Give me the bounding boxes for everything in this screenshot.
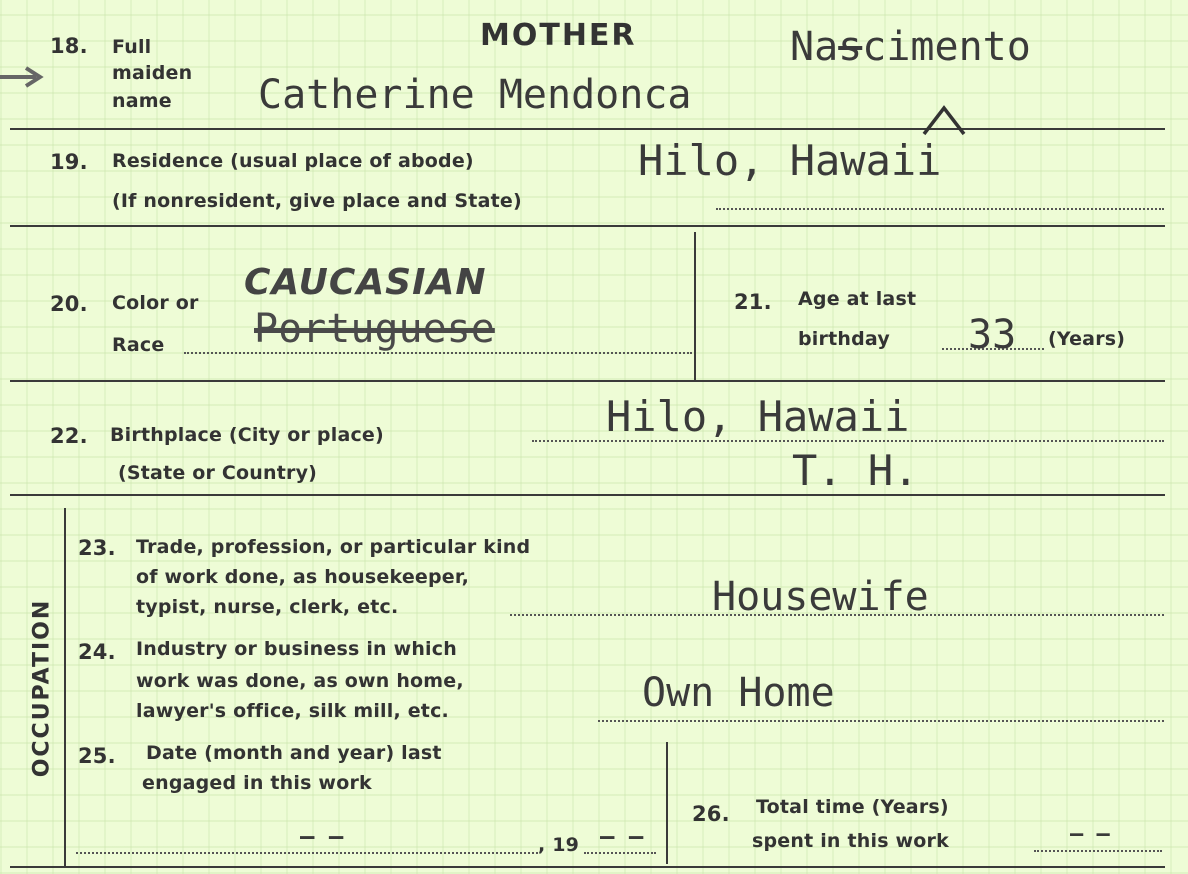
field-21-value: 33 bbox=[968, 312, 1017, 358]
field-26-dotted-line bbox=[1034, 850, 1162, 852]
field-18-label-full: Full bbox=[112, 36, 152, 58]
rule-after-birthplace bbox=[10, 494, 1165, 496]
field-19-label-residence: Residence (usual place of abode) bbox=[112, 150, 474, 172]
field-19-value: Hilo, Hawaii bbox=[638, 136, 942, 185]
field-21-label-birthday: birthday bbox=[798, 328, 890, 350]
field-18-number: 18. bbox=[50, 34, 88, 58]
occupation-heading: OCCUPATION bbox=[29, 598, 55, 778]
field-24-label-line1: Industry or business in which bbox=[136, 638, 457, 660]
field-21-number: 21. bbox=[734, 290, 772, 314]
field-23-label-line3: typist, nurse, clerk, etc. bbox=[136, 596, 399, 618]
arrow-pointer-icon bbox=[0, 62, 50, 92]
caret-insert-mark bbox=[920, 104, 970, 136]
field-26-label-line2: spent in this work bbox=[752, 830, 949, 852]
field-25-value-month: — — bbox=[300, 822, 344, 850]
field-18-label-maiden: maiden bbox=[112, 62, 193, 84]
rule-bottom bbox=[10, 866, 1165, 868]
field-18-correction bbox=[790, 24, 1031, 70]
field-22-value-city: Hilo, Hawaii bbox=[606, 392, 910, 441]
field-22-label-state: (State or Country) bbox=[118, 462, 318, 484]
field-18-value: Catherine Mendonca bbox=[258, 72, 692, 118]
occupation-bracket bbox=[64, 508, 66, 866]
field-24-value: Own Home bbox=[642, 670, 835, 716]
field-20-struck-value: Portuguese bbox=[254, 306, 495, 352]
field-21-label-age: Age at last bbox=[798, 288, 917, 310]
field-21-unit: (Years) bbox=[1048, 328, 1126, 350]
field-24-label-line3: lawyer's office, silk mill, etc. bbox=[136, 700, 449, 722]
field-18-label-name: name bbox=[112, 90, 172, 112]
field-20-number: 20. bbox=[50, 292, 88, 316]
field-23-label-line2: of work done, as housekeeper, bbox=[136, 566, 470, 588]
field-19-dotted-line bbox=[716, 208, 1164, 210]
correction-suffix: cimento bbox=[862, 24, 1031, 70]
field-24-dotted-line bbox=[598, 720, 1164, 722]
field-25-value-year: — — bbox=[600, 822, 644, 850]
section-title: MOTHER bbox=[480, 18, 637, 53]
field-23-label-line1: Trade, profession, or particular kind bbox=[136, 536, 531, 558]
field-22-label-birthplace: Birthplace (City or place) bbox=[110, 424, 384, 446]
rule-after-name bbox=[10, 128, 1165, 130]
field-26-label-line1: Total time (Years) bbox=[756, 796, 949, 818]
divider-color-age bbox=[694, 232, 696, 380]
field-25-year-dotted-line bbox=[584, 852, 656, 854]
rule-after-residence bbox=[10, 225, 1165, 227]
field-22-number: 22. bbox=[50, 424, 88, 448]
field-19-label-nonresident: (If nonresident, give place and State) bbox=[112, 190, 522, 212]
rule-after-race bbox=[10, 380, 1165, 382]
field-26-number: 26. bbox=[692, 802, 730, 826]
field-25-label-line1: Date (month and year) last bbox=[146, 742, 442, 764]
field-23-number: 23. bbox=[78, 536, 116, 560]
field-25-number: 25. bbox=[78, 744, 116, 768]
correction-struck-letter: s bbox=[838, 24, 863, 70]
field-23-value: Housewife bbox=[712, 574, 929, 620]
field-24-number: 24. bbox=[78, 640, 116, 664]
field-20-label-race: Race bbox=[112, 334, 165, 356]
field-25-year-prefix: , 19 bbox=[538, 834, 580, 856]
field-26-value: — — bbox=[1070, 822, 1110, 847]
field-25-label-line2: engaged in this work bbox=[142, 772, 372, 794]
field-20-label-color: Color or bbox=[112, 292, 199, 314]
divider-date-total bbox=[666, 742, 668, 864]
correction-prefix: Na bbox=[790, 24, 839, 70]
field-20-handwritten-value: CAUCASIAN bbox=[244, 262, 487, 303]
field-19-number: 19. bbox=[50, 150, 88, 174]
field-22-value-state: T. H. bbox=[792, 446, 919, 495]
field-25-month-dotted-line bbox=[76, 852, 538, 854]
field-20-dotted-line bbox=[184, 352, 692, 354]
field-24-label-line2: work was done, as own home, bbox=[136, 670, 464, 692]
